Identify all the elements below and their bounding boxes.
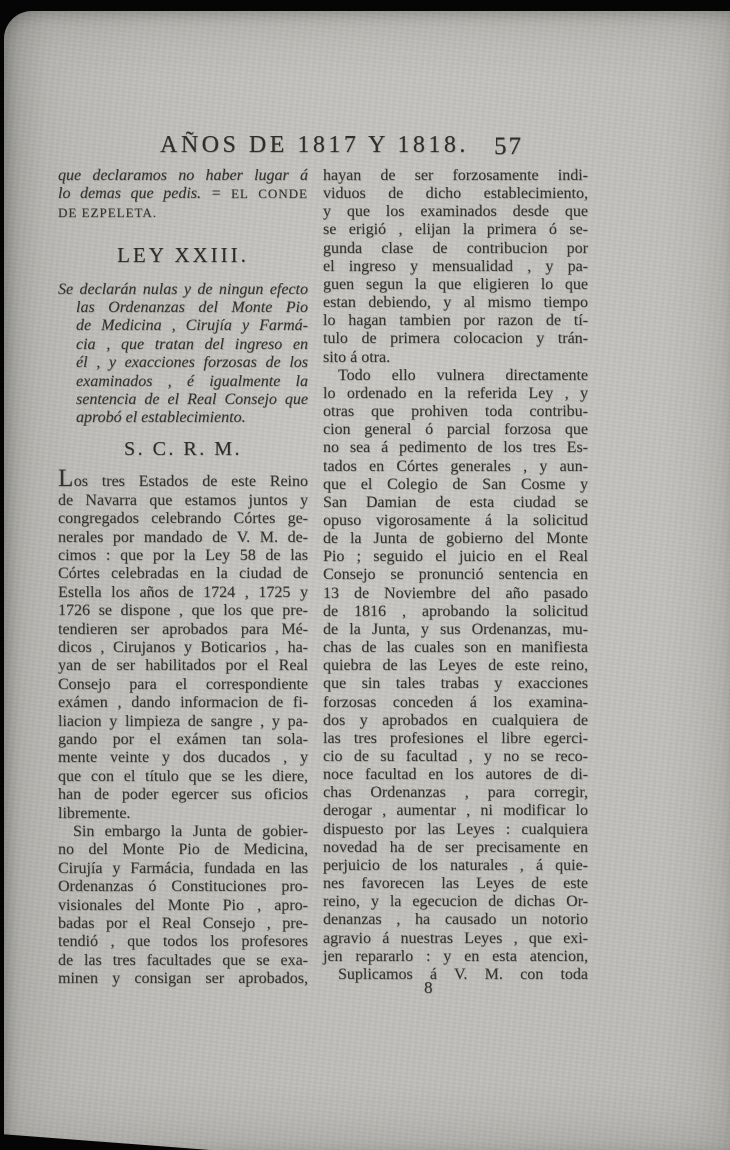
text-line: de la Junta de gobierno del Monte (323, 530, 588, 548)
text-line: dicos , Cirujanos y Boticarios , ha- (58, 638, 308, 656)
text-line: que con el título que se les diere, (58, 767, 308, 785)
text-line: Sin embargo la Junta de gobier- (73, 823, 308, 840)
text-line: lo ordenado en la referida Ley , y (323, 384, 588, 402)
text-line: Suplicamos á V. M. con toda (338, 965, 588, 983)
text-line: cio de su facultad , y no se reco- (323, 748, 588, 765)
text-line: reino, y la egecucion de dichas Or- (323, 893, 588, 911)
text-line: que sin tales trabas y exacciones (323, 675, 588, 693)
text-line: de 1816 , aprobando la solicitud (323, 602, 588, 620)
text-line (58, 465, 308, 493)
text-line: opuso vigorosamente á la solicitud (323, 511, 588, 529)
text-line: se erigió , elijan la primera ó se- (323, 221, 588, 239)
text-line: Se declarán nulas y de ningun efecto (58, 280, 308, 298)
text-line: gunda clase de contribucion por (323, 239, 588, 257)
running-header (0, 132, 730, 166)
text-line: jen repararlo : y en esta atencion, (323, 947, 588, 965)
text-line: novedad ha de ser precisamente en (323, 838, 588, 856)
text-line: examinados , é igualmente la (76, 372, 308, 390)
text-line: tendió , que todos los profesores (58, 933, 308, 951)
text-line: de Medicina , Cirujía y Farmá- (76, 317, 308, 335)
text-line: yan de ser habilitados por el Real (58, 657, 308, 675)
text-line: de Navarra que estamos juntos y (58, 491, 308, 509)
text-line: 1726 se dispone , que los que pre- (58, 602, 308, 620)
text-line: quiebra de las Leyes de este reino, (323, 657, 588, 675)
text-line: derogar , aumentar , ni modificar lo (323, 802, 588, 820)
text-line: Consejo se pronunció sentencia en (323, 566, 588, 584)
left-column (58, 167, 308, 989)
text-line: sentencia de el Real Consejo que (76, 391, 308, 409)
text-line: tendieren ser aprobados para Mé- (58, 620, 308, 638)
page-number: 57 (494, 133, 523, 160)
text-line: hayan de ser forzosamente indi- (323, 167, 588, 184)
text-line: agravio á nuestras Leyes , que exi- (323, 929, 588, 947)
text-line: Todo ello vulnera directamente (338, 366, 588, 384)
text-line: LEY XXIII. (117, 243, 249, 268)
text-line: tados en Córtes generales , y aun- (323, 457, 588, 475)
text-line: no del Monte Pio de Medicina, (58, 841, 308, 859)
text-line: otras que prohiven toda contribu- (323, 403, 588, 421)
text-line: lo hagan tambien por razon de tí- (323, 312, 588, 330)
text-line: de las tres facultades que se exa- (58, 951, 308, 969)
text-line: 13 de Noviembre del año pasado (323, 584, 588, 602)
text-line: viduos de dicho establecimiento, (323, 185, 588, 203)
drop-cap: L (58, 465, 74, 493)
text-line: chas Ordenanzas , para corregir, (323, 784, 588, 802)
text-line: forzosas conceden á los examina- (323, 693, 588, 711)
text-line: Córtes celebradas en la ciudad de (58, 565, 308, 583)
text-line: mente veinte y dos ducados , y (58, 749, 308, 767)
text-line: cia , que tratan del ingreso en (76, 335, 308, 353)
text-line: nes favorecen las Leyes de este (323, 875, 588, 893)
text-line: Pio ; seguido el juicio en el Real (323, 548, 588, 566)
text-line (58, 185, 308, 203)
text-line: cion general ó parcial forzosa que (323, 421, 588, 439)
text-line: libremente. (58, 804, 131, 822)
text-line: que declaramos no haber lugar á (58, 167, 308, 184)
text-line: dos y aprobados en cualquiera de (323, 711, 588, 729)
text-line: no sea á pedimento de los tres Es- (323, 439, 588, 457)
text-line: noce facultad en los autores de di- (323, 766, 588, 784)
right-column (323, 167, 588, 984)
text-line: él , y exacciones forzosas de los (76, 354, 308, 372)
text-line: liacion y limpieza de sangre , y pa- (58, 712, 308, 730)
text-line: nerales por mandado de V. M. de- (58, 528, 308, 546)
text-line: congregados celebrando Córtes ge- (58, 510, 308, 528)
text-line: perjuicio de los naturales , á quie- (323, 856, 588, 874)
text-line: tulo de primera colocacion y trán- (323, 330, 588, 348)
text-line: dispuesto por las Leyes : cualquiera (323, 820, 588, 838)
text-segment: os tres Estados de este Reino (73, 473, 308, 491)
text-line: y que los examinados desde que (323, 203, 588, 221)
text-line: el ingreso y mensualidad , y pa- (323, 257, 588, 275)
signature-mark: 8 (424, 978, 433, 997)
text-line: las Ordenanzas del Monte Pio (76, 299, 308, 317)
text-line: chas de las cuales son en manifiesta (323, 639, 588, 657)
text-line: DE EZPELETA. (58, 204, 158, 220)
text-line: aprobó el establecimiento. (76, 409, 246, 427)
text-line: Estella los años de 1724 , 1725 y (58, 583, 308, 601)
text-line: minen y consigan ser aprobados, (58, 970, 308, 988)
text-line: Consejo para el correspondiente (58, 675, 308, 693)
text-line: San Damian de esta ciudad se (323, 493, 588, 511)
text-segment: EL CONDE (230, 186, 308, 202)
text-line: badas por el Real Consejo , pre- (58, 915, 308, 933)
running-title: AÑOS DE 1817 Y 1818. (160, 132, 469, 158)
text-segment: lo demas que pedis. = (58, 185, 231, 203)
text-line: visionales del Monte Pio , apro- (58, 896, 308, 914)
text-line: las tres profesiones el libre egerci- (323, 729, 588, 747)
text-line: han de poder egercer sus oficios (58, 786, 308, 804)
text-line: guen segun la que eligieren lo que (323, 275, 588, 293)
text-line: de la Junta, y sus Ordenanzas, mu- (323, 620, 588, 638)
text-line: cimos : que por la Ley 58 de las (58, 546, 308, 564)
text-line: Cirujía y Farmácia, fundada en las (58, 859, 308, 877)
text-line: exámen , dando informacion de fi- (58, 694, 308, 712)
text-line: que el Colegio de San Cosme y (323, 475, 588, 493)
text-line: denanzas , ha causado un notorio (323, 911, 588, 929)
text-line: S. C. R. M. (123, 437, 243, 460)
text-line: estan debiendo, y al mismo tiempo (323, 294, 588, 312)
text-line: gando por el exámen tan sola- (58, 730, 308, 748)
text-line: sito á otra. (323, 348, 391, 366)
text-line: Ordenanzas ó Constituciones pro- (58, 878, 308, 896)
